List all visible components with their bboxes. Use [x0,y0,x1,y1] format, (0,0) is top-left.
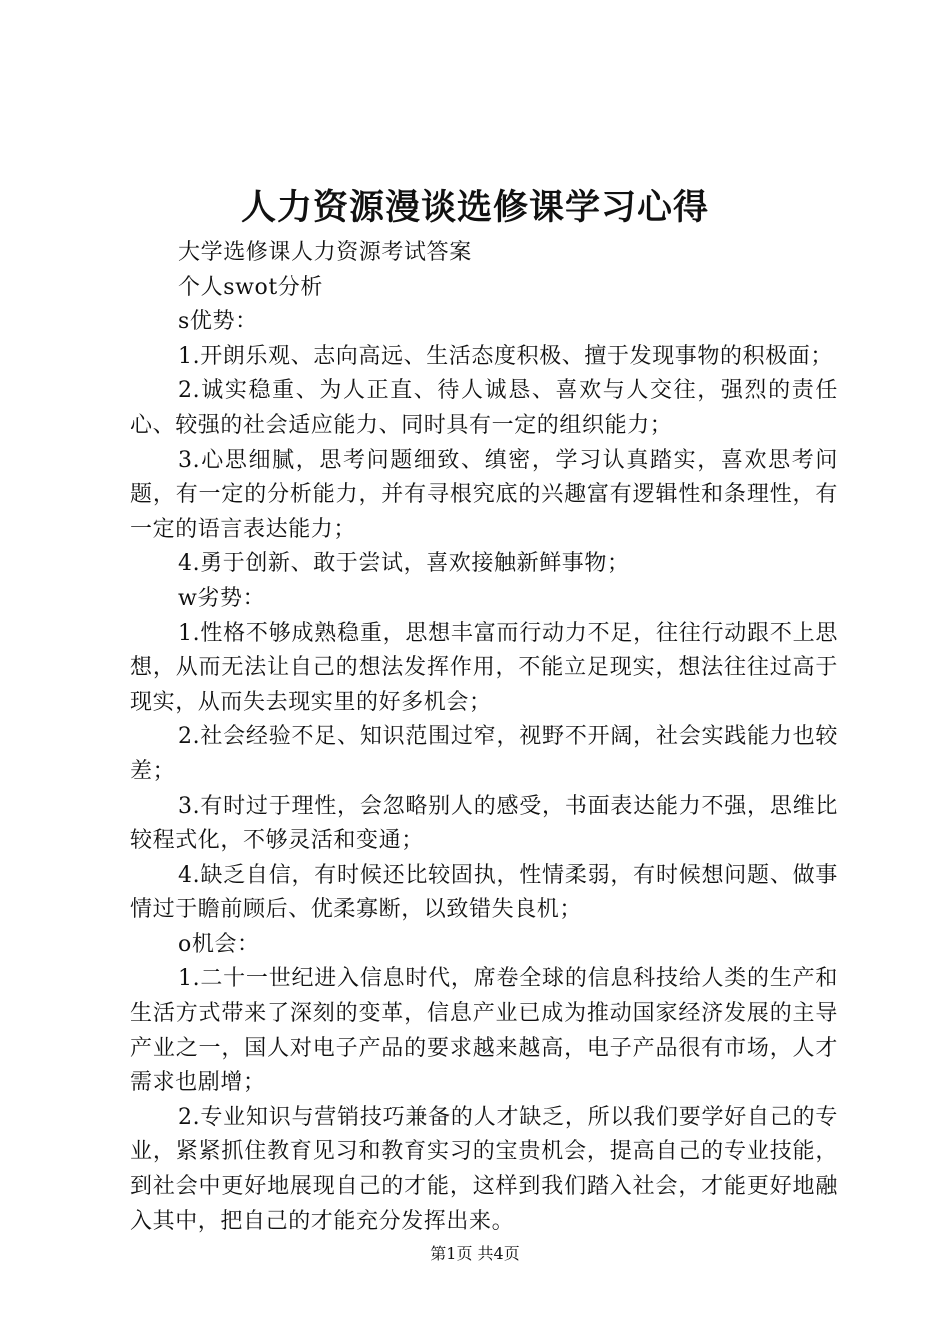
paragraph-weakness-3: 3.有时过于理性，会忽略别人的感受，书面表达能力不强，思维比较程式化，不够灵活和变通； [130,793,838,854]
paragraph-strength-4: 4.勇于创新、敢于尝试，喜欢接触新鲜事物； [178,551,630,577]
document-body [130,236,838,1239]
paragraph-weakness-2: 2.社会经验不足、知识范围过窄，视野不开阔，社会实践能力也较差； [130,724,838,784]
paragraph-opportunity-2: 2.专业知识与营销技巧兼备的人才缺乏，所以我们要学好自己的专业，紧紧抓住教育见习和教育实习的宝贵机会，提高自己的专业技能，到社会中更好地展现自己的才能，这样到我们踏入社会，才能更好地融入其中，把自己的才能充分发挥出来。 [130,1104,838,1234]
paragraph-strength-3: 3.心思细腻，思考问题细致、缜密，学习认真踏实，喜欢思考问题，有一定的分析能力，并有寻根究底的兴趣富有逻辑性和条理性，有一定的语言表达能力； [130,447,838,542]
paragraph-opportunity-1: 1.二十一世纪进入信息时代，席卷全球的信息科技给人类的生产和生活方式带来了深刻的变革，信息产业已成为推动国家经济发展的主导产业之一，国人对电子产品的要求越来越高，电子产品很有市场，人才需求也剧增； [130,966,838,1096]
paragraph-opportunities-heading: o机会： [178,931,260,957]
paragraph-swot-heading: 个人swot分析 [178,274,324,300]
paragraph-weakness-1: 1.性格不够成熟稳重，思想丰富而行动力不足，往往行动跟不上思想，从而无法让自己的想法发挥作用，不能立足现实，想法往往过高于现实，从而失去现实里的好多机会； [130,620,838,715]
paragraph-strength-1: 1.开朗乐观、志向高远、生活态度积极、擅于发现事物的积极面； [178,343,833,369]
paragraph-strengths-heading: s优势： [178,309,258,335]
document-title: 人力资源漫谈选修课学习心得 [240,187,709,228]
page-footer: 第1页 共4页 [430,1244,520,1263]
paragraph-weaknesses-heading: w劣势： [178,585,266,611]
paragraph-subtitle: 大学选修课人力资源考试答案 [178,240,472,265]
paragraph-weakness-4: 4.缺乏自信，有时候还比较固执，性情柔弱，有时候想问题、做事情过于瞻前顾后、优柔寡断，以致错失良机； [130,862,838,923]
paragraph-strength-2: 2.诚实稳重、为人正直、待人诚恳、喜欢与人交往，强烈的责任心、较强的社会适应能力、同时具有一定的组织能力； [130,378,838,438]
